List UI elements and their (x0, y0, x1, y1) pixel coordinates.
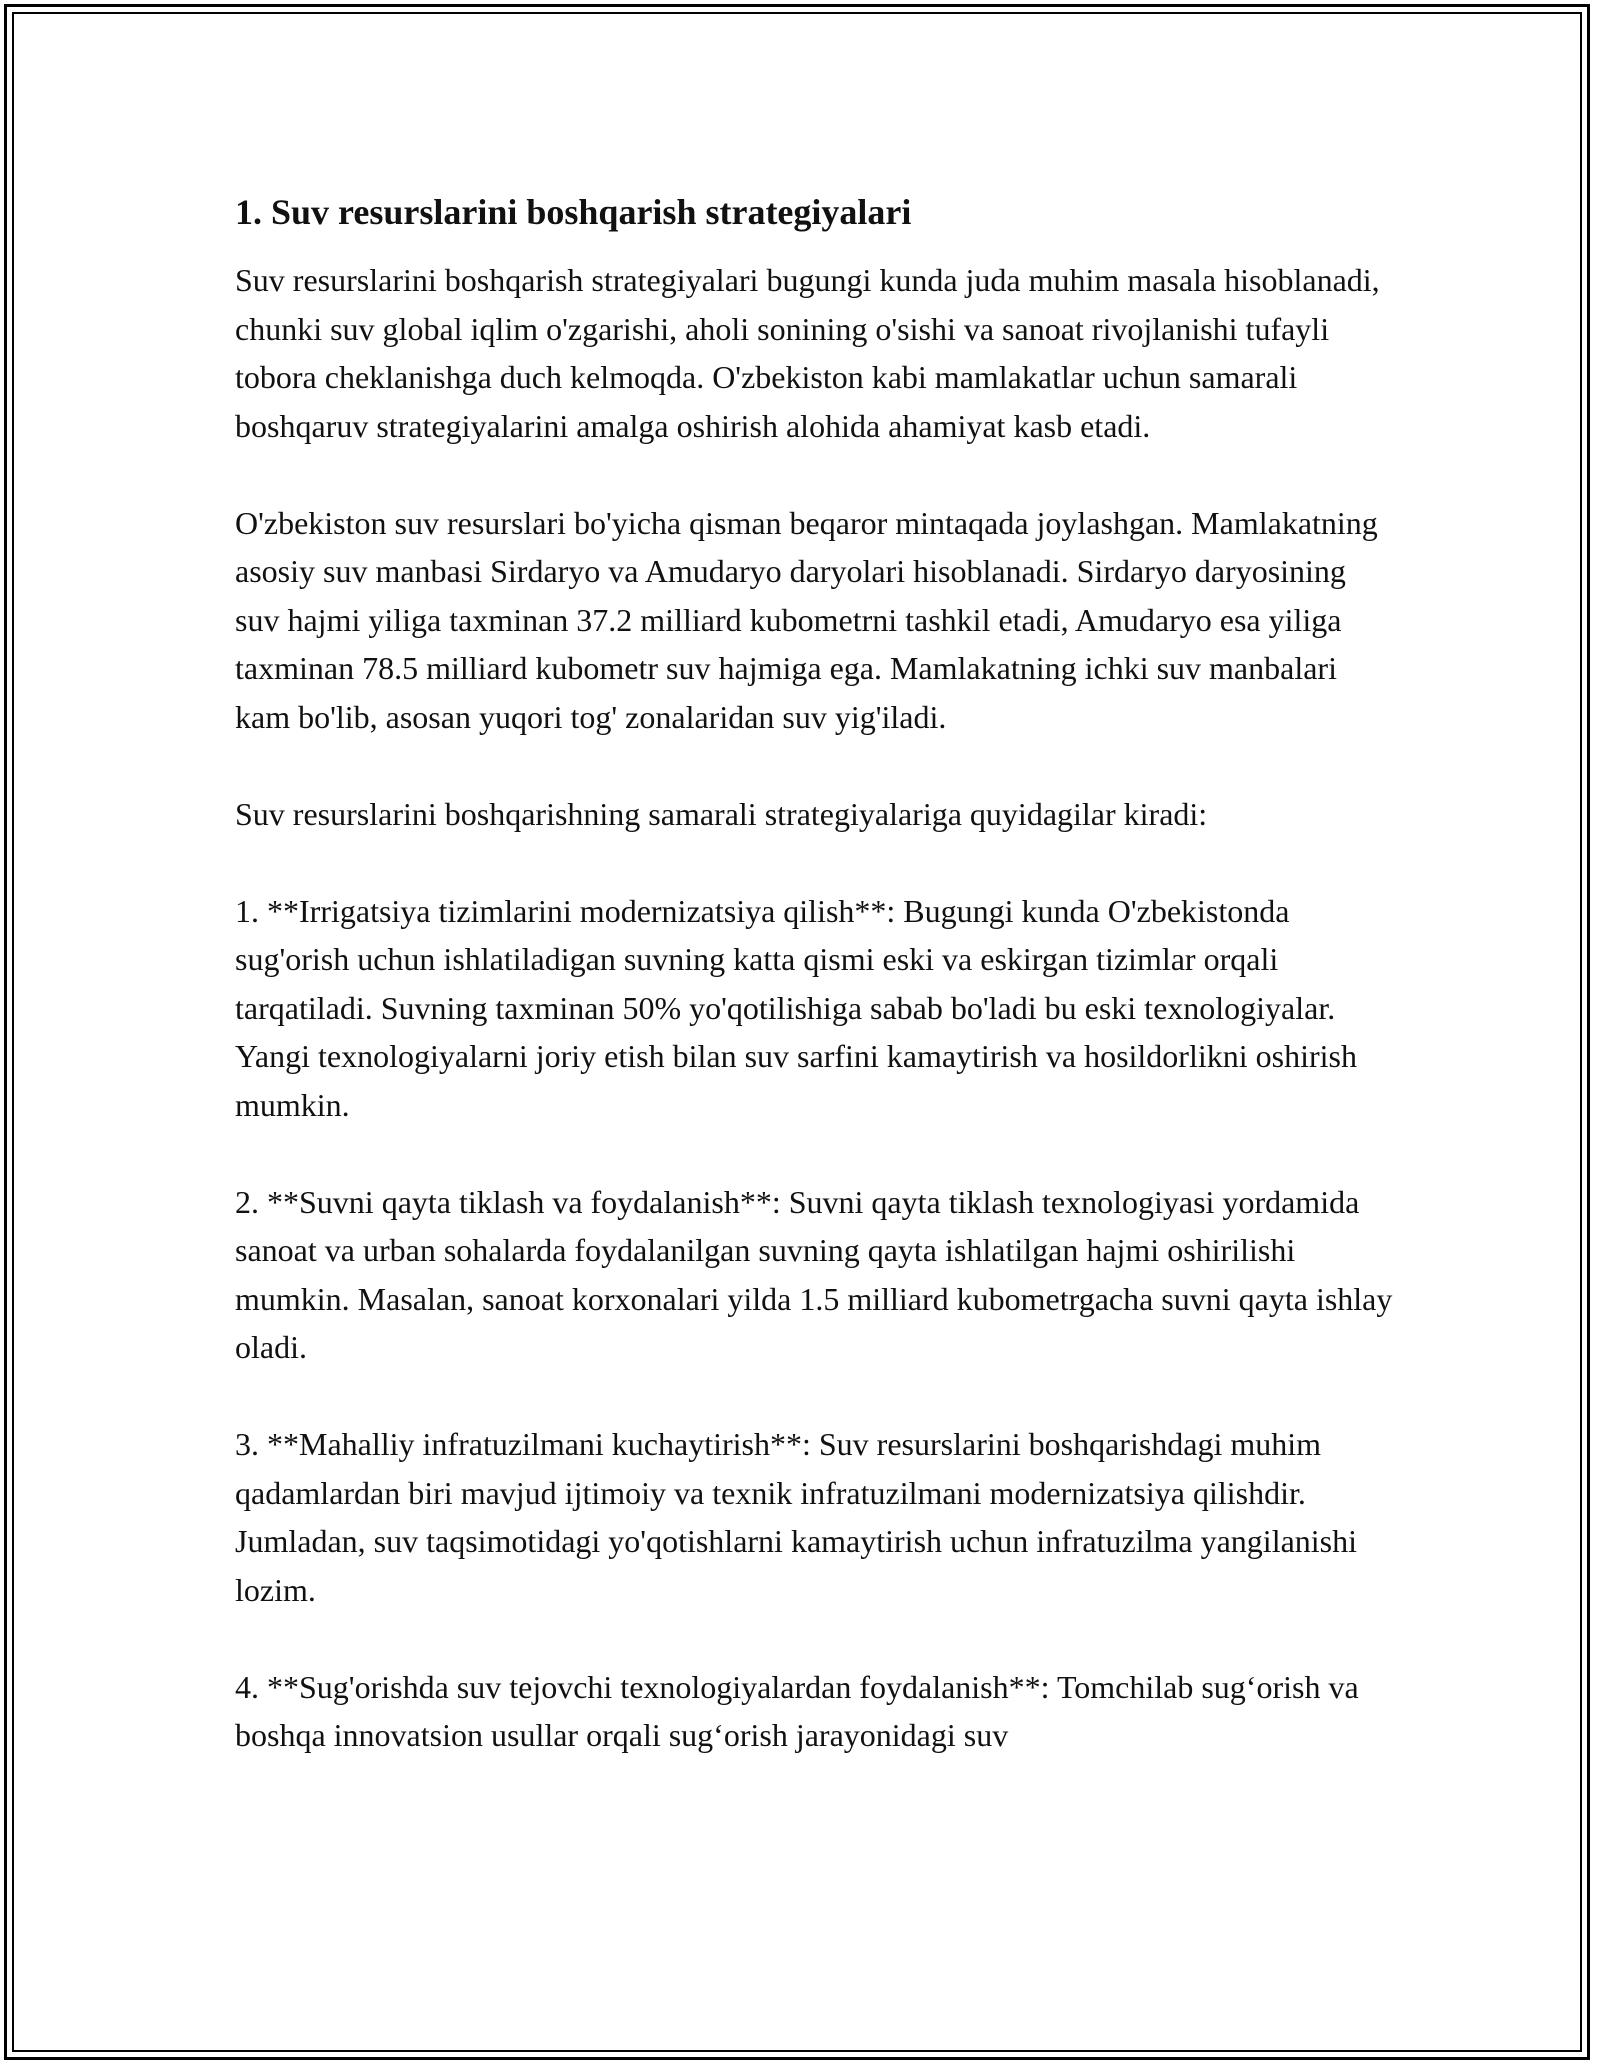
paragraph-intro: Suv resurslarini boshqarish strategiyalari bugungi kunda juda muhim masala hisoblanadi, chunki suv global iqlim o'zgarishi, aholi sonining o'sishi va sanoat rivojlanishi tufayli tobora cheklanishga duch kelmoqda. O'zbekiston kabi mamlakatlar uchun samarali boshqaruv strategiyalarini amalga oshirish alohida ahamiyat kasb etadi. (235, 262, 1380, 444)
list-item-water-recycling: 2. **Suvni qayta tiklash va foydalanish**: Suvni qayta tiklash texnologiyasi yordamida sanoat va urban sohalarda foydalanilgan suvning qayta ishlatilgan hajmi oshirilishi mumkin. Masalan, sanoat korxonalari yilda 1.5 milliard kubometrgacha suvni qayta ishlay oladi. (235, 1183, 1393, 1365)
paragraph-water-sources: O'zbekiston suv resurslari bo'yicha qisman beqaror mintaqada joylashgan. Mamlakatning asosiy suv manbasi Sirdaryo va Amudaryo daryolari hisoblanadi. Sirdaryo daryosining suv hajmi yiliga taxminan 37.2 milliard kubometrni tashkil etadi, Amudaryo esa yiliga taxminan 78.5 milliard kubometr suv hajmiga ega. Mamlakatning ichki suv manbalari kam bo'lib, asosan yuqori tog' zonalaridan suv yig'iladi. (235, 504, 1378, 735)
list-item-irrigation: 1. **Irrigatsiya tizimlarini modernizatsiya qilish**: Bugungi kunda O'zbekistonda sug'orish uchun ishlatiladigan suvning katta qismi eski va eskirgan tizimlar orqali tarqatiladi. Suvning taxminan 50% yo'qotilishiga sabab bo'ladi bu eski texnologiyalar. Yangi texnologiyalarni joriy etish bilan suv sarfini kamaytirish va hosildorlikni oshirish mumkin. (235, 892, 1357, 1123)
list-item-water-saving-tech: 4. **Sug'orishda suv tejovchi texnologiyalardan foydalanish**: Tomchilab sug‘orish va boshqa innovatsion usullar orqali sug‘orish jarayonidagi suv (235, 1668, 1359, 1753)
section-heading: 1. Suv resurslarini boshqarish strategiyalari (235, 192, 912, 232)
document-body (235, 188, 1395, 1808)
list-item-infrastructure: 3. **Mahalliy infratuzilmani kuchaytirish**: Suv resurslarini boshqarishdagi muhim qadamlardan biri mavjud ijtimoiy va texnik infratuzilmani modernizatsiya qilishdir. Jumladan, suv taqsimotidagi yo'qotishlarni kamaytirish uchun infratuzilma yangilanishi lozim. (235, 1426, 1358, 1608)
paragraph-strategies-lead: Suv resurslarini boshqarishning samarali strategiyalariga quyidagilar kiradi: (235, 795, 1208, 832)
